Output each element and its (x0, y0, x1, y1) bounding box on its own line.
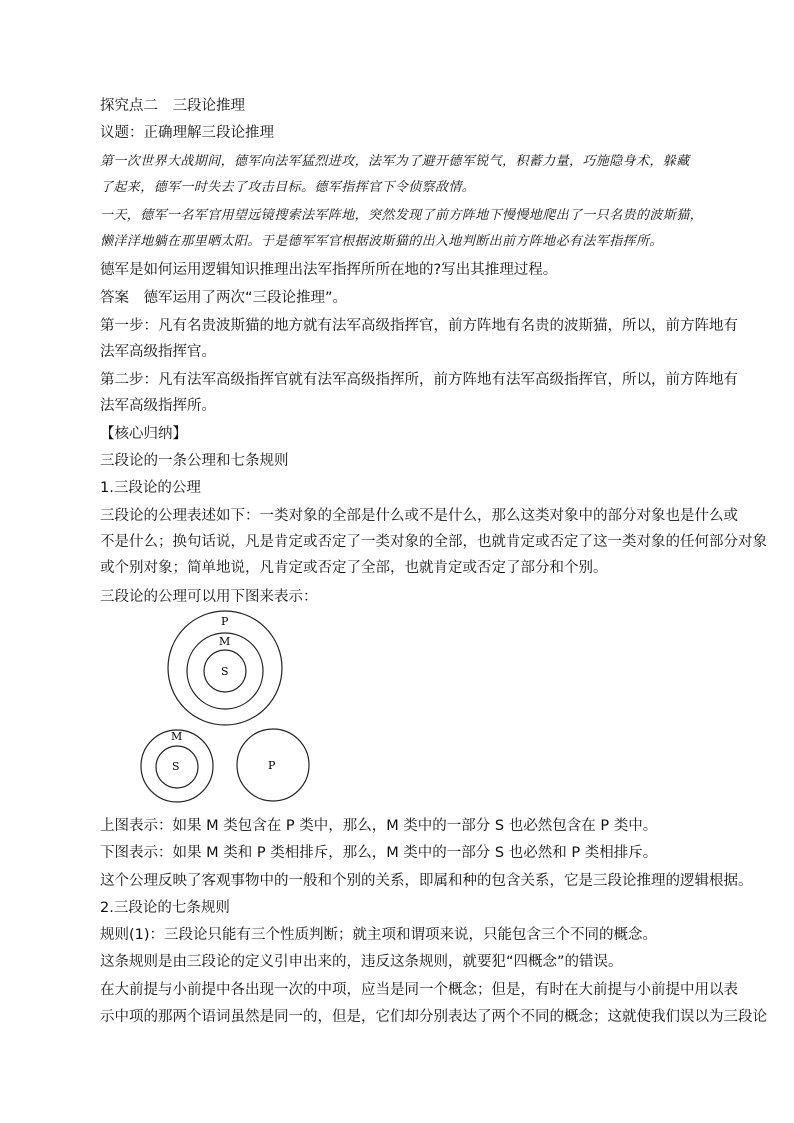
axiom-title: 1.三段论的公理 (100, 480, 201, 496)
story-paragraph-2-line-1: 一天，德军一名军官用望远镜搜索法军阵地，突然发现了前方阵地下慢慢地爬出了一只名贵的波斯猫， (100, 208, 704, 223)
last-paragraph-line-2: 示中项的那两个语词虽然是同一的，但是，它们却分别表达了两个不同的概念；这就使我们误以为三段论 (100, 1009, 767, 1025)
rules-title: 三段论的一条公理和七条规则 (100, 453, 289, 469)
label-s2: S (172, 760, 180, 773)
step2-line-2: 法军高级指挥所。 (100, 398, 216, 414)
section-title: 探究点二 三段论推理 (100, 98, 245, 114)
diagram-intro: 三段论的公理可以用下图来表示： (100, 589, 318, 605)
answer-text: 答案 德军运用了两次“三段论推理”。 (100, 290, 348, 306)
axiom-line-1: 三段论的公理表述如下：一类对象的全部是什么或不是什么，那么这类对象中的部分对象也是什么或 (100, 508, 738, 524)
step1-line-1: 第一步：凡有名贵波斯猫的地方就有法军高级指挥官，前方阵地有名贵的波斯猫，所以，前方阵地有 (100, 318, 738, 334)
axiom-line-2: 不是什么；换句话说，凡是肯定或否定了一类对象的全部，也就肯定或否定了这一类对象的任何部分对象 (100, 534, 767, 550)
question-text: 德军是如何运用逻辑知识推理出法军指挥所所在地的?写出其推理过程。 (100, 262, 558, 278)
story-paragraph-1-line-2: 了起来，德军一时失去了攻击目标。德军指挥官下令侦察敌情。 (100, 180, 476, 195)
core-summary-heading: 【核心归纳】 (100, 426, 187, 442)
rule-1: 规则(1)：三段论只能有三个性质判断；就主项和谓项来说，只能包含三个不同的概念。 (100, 927, 658, 943)
topic-line: 议题：正确理解三段论推理 (100, 125, 274, 141)
label-s: S (221, 665, 229, 678)
axiom-line-3: 或个别对象；简单地说，凡肯定或否定了全部，也就肯定或否定了部分和个别。 (100, 560, 608, 576)
label-p2: P (268, 759, 276, 772)
label-m: M (219, 635, 231, 648)
lower-diagram-description: 下图表示：如果 M 类和 P 类相排斥，那么，M 类中的一部分 S 也必然和 P 类相排斥。 (100, 845, 658, 861)
upper-diagram-description: 上图表示：如果 M 类包含在 P 类中，那么，M 类中的一部分 S 也必然包含在 P 类中。 (100, 818, 658, 834)
label-p: P (221, 615, 229, 628)
label-m2: M (171, 730, 183, 743)
axiom-diagram (130, 610, 330, 805)
rule-1-explanation: 这条规则是由三段论的定义引申出来的，违反这条规则，就要犯“四概念”的错误。 (100, 954, 623, 970)
story-paragraph-2-line-2: 懒洋洋地躺在那里晒太阳。于是德军军官根据波斯猫的出入地判断出前方阵地必有法军指挥所。 (100, 234, 663, 249)
seven-rules-title: 2.三段论的七条规则 (100, 900, 230, 916)
step2-line-1: 第二步：凡有法军高级指挥官就有法军高级指挥所，前方阵地有法军高级指挥官，所以，前方阵地有 (100, 372, 738, 388)
step1-line-2: 法军高级指挥官。 (100, 344, 216, 360)
last-paragraph-line-1: 在大前提与小前提中各出现一次的中项，应当是同一个概念；但是，有时在大前提与小前提中用以表 (100, 982, 738, 998)
reflect-text: 这个公理反映了客观事物中的一般和个别的关系，即属和种的包含关系，它是三段论推理的逻辑根据。 (100, 873, 753, 889)
story-paragraph-1-line-1: 第一次世界大战期间，德军向法军猛烈进攻，法军为了避开德军锐气，积蓄力量，巧施隐身术，躲藏 (100, 154, 690, 169)
